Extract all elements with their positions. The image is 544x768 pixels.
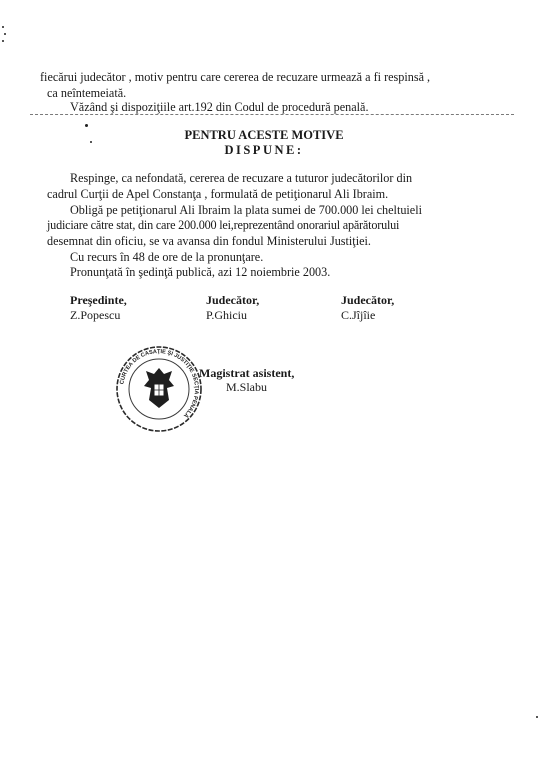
assistant-name: M.Slabu <box>226 380 268 394</box>
coat-of-arms-icon <box>144 368 174 408</box>
dispositive-line-6: Cu recurs în 48 de ore de la pronunţare. <box>70 250 264 264</box>
signature-role-president: Preşedinte, <box>70 293 127 307</box>
heading-dispune: DISPUNE: <box>224 143 304 157</box>
dashed-separator <box>30 114 514 115</box>
body-line-1: fiecărui judecător , motiv pentru care cererea de recuzare urmează a fi respinsă , <box>40 70 431 84</box>
dispositive-line-3: Obligă pe petiţionarul Ali Ibraim la plata sumei de 700.000 lei cheltuieli <box>70 203 422 217</box>
margin-dot <box>85 124 88 127</box>
dispositive-line-5: desemnat din oficiu, se va avansa din fondul Ministerului Justiţiei. <box>47 234 371 248</box>
scan-speck <box>4 33 6 35</box>
svg-text:CURTEA DE CASAŢIE ŞI JUSTIŢIE: CURTEA DE CASAŢIE ŞI JUSTIŢIE SECŢIA PENALĂ <box>119 348 200 419</box>
dispositive-line-4: judiciare către stat, din care 200.000 lei,reprezentând onorariul apărătorului <box>47 218 400 232</box>
signature-name-judge-1: P.Ghiciu <box>206 308 248 322</box>
dispositive-line-7: Pronunţată în şedinţă publică, azi 12 noiembrie 2003. <box>70 265 331 279</box>
dispositive-line-2: cadrul Curţii de Apel Constanţa , formulată de petiţionarul Ali Ibraim. <box>47 187 389 201</box>
body-line-2: ca neîntemeiată. <box>47 86 127 100</box>
scan-speck <box>2 26 4 28</box>
scan-speck <box>2 40 4 42</box>
heading-motives: PENTRU ACESTE MOTIVE <box>184 128 344 142</box>
signature-role-judge-2: Judecător, <box>341 293 395 307</box>
body-line-3: Văzând şi dispoziţiile art.192 din Codul de procedură penală. <box>70 100 369 114</box>
assistant-role: Magistrat asistent, <box>199 366 295 380</box>
signature-name-judge-2: C.Jîjîie <box>341 308 376 322</box>
court-seal-stamp <box>114 344 204 434</box>
signature-role-judge-1: Judecător, <box>206 293 260 307</box>
dispositive-line-1: Respinge, ca nefondată, cererea de recuzare a tuturor judecătorilor din <box>70 171 413 185</box>
signature-name-president: Z.Popescu <box>70 308 121 322</box>
scan-speck <box>536 716 538 718</box>
